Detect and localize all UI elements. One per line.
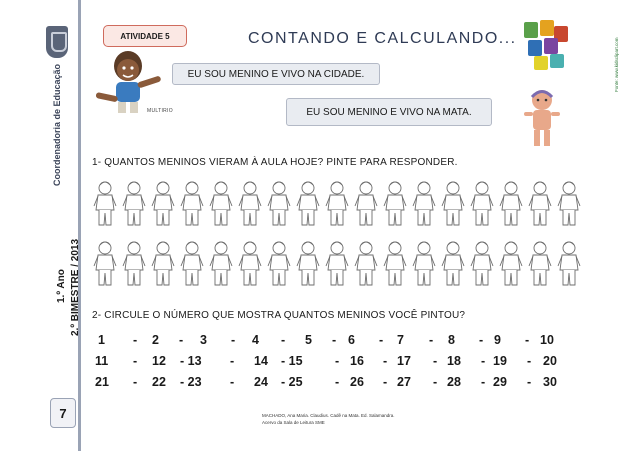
- number-option[interactable]: 14: [254, 354, 268, 368]
- boy-figure[interactable]: [412, 180, 436, 228]
- number-option[interactable]: - 25: [281, 375, 303, 389]
- letters-numbers-icon: [522, 18, 570, 72]
- sidebar-divider: [78, 0, 81, 451]
- boy-figure[interactable]: [383, 180, 407, 228]
- number-option[interactable]: 30: [543, 375, 557, 389]
- number-separator: -: [479, 333, 484, 347]
- boy-figure[interactable]: [557, 180, 581, 228]
- city-boy-speech: EU SOU MENINO E VIVO NA CIDADE.: [172, 63, 380, 85]
- boy-figure[interactable]: [209, 180, 233, 228]
- number-option[interactable]: 9: [494, 333, 501, 347]
- side-credit: Fonte: www.kidsclipart.com: [614, 37, 619, 92]
- number-option[interactable]: - 23: [180, 375, 202, 389]
- boy-figure[interactable]: [354, 180, 378, 228]
- number-option[interactable]: - 13: [180, 354, 202, 368]
- question-1: 1- QUANTOS MENINOS VIERAM À AULA HOJE? PINTE PARA RESPONDER.: [92, 157, 458, 168]
- number-option[interactable]: 21: [95, 375, 109, 389]
- number-separator: -: [231, 333, 236, 347]
- number-option[interactable]: 16: [350, 354, 364, 368]
- number-option[interactable]: 24: [254, 375, 268, 389]
- number-option[interactable]: 29: [493, 375, 507, 389]
- year-label: 1.º Ano: [56, 269, 67, 303]
- number-separator: -: [433, 354, 438, 368]
- number-option[interactable]: 12: [152, 354, 166, 368]
- number-separator: -: [383, 354, 388, 368]
- number-separator: -: [481, 354, 486, 368]
- number-separator: -: [133, 354, 138, 368]
- number-option[interactable]: 19: [493, 354, 507, 368]
- number-option[interactable]: 17: [397, 354, 411, 368]
- coordination-label: Coordenadoria de Educação: [52, 63, 62, 186]
- bimester-label: 2.º BIMESTRE / 2013: [70, 238, 81, 336]
- number-option[interactable]: 1: [98, 333, 105, 347]
- boy-figure[interactable]: [325, 180, 349, 228]
- boy-figure[interactable]: [441, 180, 465, 228]
- boy-figure[interactable]: [122, 180, 146, 228]
- boy-figure[interactable]: [470, 240, 494, 288]
- boy-figure[interactable]: [528, 240, 552, 288]
- boy-figure[interactable]: [296, 180, 320, 228]
- boy-figure[interactable]: [238, 180, 262, 228]
- number-option[interactable]: 20: [543, 354, 557, 368]
- activity-tab: ATIVIDADE 5: [103, 25, 187, 47]
- credit-line: MACHADO, Ana Maria. Claudius. Cadê na Mata. Ed. Salamandra.: [262, 413, 395, 418]
- number-separator: -: [230, 354, 235, 368]
- boy-figure[interactable]: [412, 240, 436, 288]
- boy-figure[interactable]: [325, 240, 349, 288]
- page-number: 7: [50, 398, 76, 428]
- number-option[interactable]: - 15: [281, 354, 303, 368]
- city-crest-icon: [46, 26, 68, 58]
- boy-figure[interactable]: [499, 240, 523, 288]
- boy-figure[interactable]: [470, 180, 494, 228]
- number-separator: -: [335, 354, 340, 368]
- number-separator: -: [433, 375, 438, 389]
- page-title: CONTANDO E CALCULANDO...: [248, 30, 517, 47]
- boy-figure[interactable]: [296, 240, 320, 288]
- number-separator: -: [481, 375, 486, 389]
- number-option[interactable]: 27: [397, 375, 411, 389]
- number-separator: -: [230, 375, 235, 389]
- forest-boy-illustration: [520, 88, 564, 148]
- number-option[interactable]: 18: [447, 354, 461, 368]
- number-option[interactable]: 22: [152, 375, 166, 389]
- boy-figure[interactable]: [441, 240, 465, 288]
- number-option[interactable]: 6: [348, 333, 355, 347]
- number-option[interactable]: 8: [448, 333, 455, 347]
- number-separator: -: [335, 375, 340, 389]
- number-option[interactable]: 28: [447, 375, 461, 389]
- book-credit: [262, 413, 395, 427]
- boy-figure[interactable]: [499, 180, 523, 228]
- boy-figure[interactable]: [93, 240, 117, 288]
- city-boy-illustration: [96, 46, 168, 114]
- boy-figure[interactable]: [383, 240, 407, 288]
- boy-figure[interactable]: [267, 180, 291, 228]
- boy-figure[interactable]: [528, 180, 552, 228]
- number-separator: -: [429, 333, 434, 347]
- boy-figure[interactable]: [209, 240, 233, 288]
- boy-figure[interactable]: [93, 180, 117, 228]
- number-separator: -: [383, 375, 388, 389]
- boy-figure[interactable]: [151, 180, 175, 228]
- number-separator: -: [133, 375, 138, 389]
- boys-row-1: [93, 180, 583, 228]
- number-separator: -: [527, 375, 532, 389]
- number-separator: -: [179, 333, 184, 347]
- credit-line: Acervo da Sala de Leitura SME: [262, 419, 325, 425]
- number-option[interactable]: 7: [397, 333, 404, 347]
- number-option[interactable]: 10: [540, 333, 554, 347]
- number-option[interactable]: 3: [200, 333, 207, 347]
- left-sidebar: [0, 0, 80, 451]
- question-2: 2- CIRCULE O NÚMERO QUE MOSTRA QUANTOS MENINOS VOCÊ PINTOU?: [92, 310, 466, 321]
- number-option[interactable]: 5: [305, 333, 312, 347]
- boy-figure[interactable]: [151, 240, 175, 288]
- number-option[interactable]: 26: [350, 375, 364, 389]
- number-option[interactable]: 4: [252, 333, 259, 347]
- number-separator: -: [281, 333, 286, 347]
- boy-figure[interactable]: [238, 240, 262, 288]
- number-separator: -: [527, 354, 532, 368]
- number-separator: -: [332, 333, 337, 347]
- number-option[interactable]: 11: [95, 354, 109, 368]
- number-option[interactable]: 2: [152, 333, 159, 347]
- forest-boy-speech: EU SOU MENINO E VIVO NA MATA.: [286, 98, 492, 126]
- boy-figure[interactable]: [180, 180, 204, 228]
- boy-figure[interactable]: [557, 240, 581, 288]
- boy-figure[interactable]: [267, 240, 291, 288]
- number-separator: -: [133, 333, 138, 347]
- boy-figure[interactable]: [180, 240, 204, 288]
- number-separator: -: [525, 333, 530, 347]
- boys-row-2: [93, 240, 583, 288]
- boy-figure[interactable]: [122, 240, 146, 288]
- number-separator: -: [379, 333, 384, 347]
- boy-figure[interactable]: [354, 240, 378, 288]
- mascot-label: MULTIRIO: [147, 108, 173, 114]
